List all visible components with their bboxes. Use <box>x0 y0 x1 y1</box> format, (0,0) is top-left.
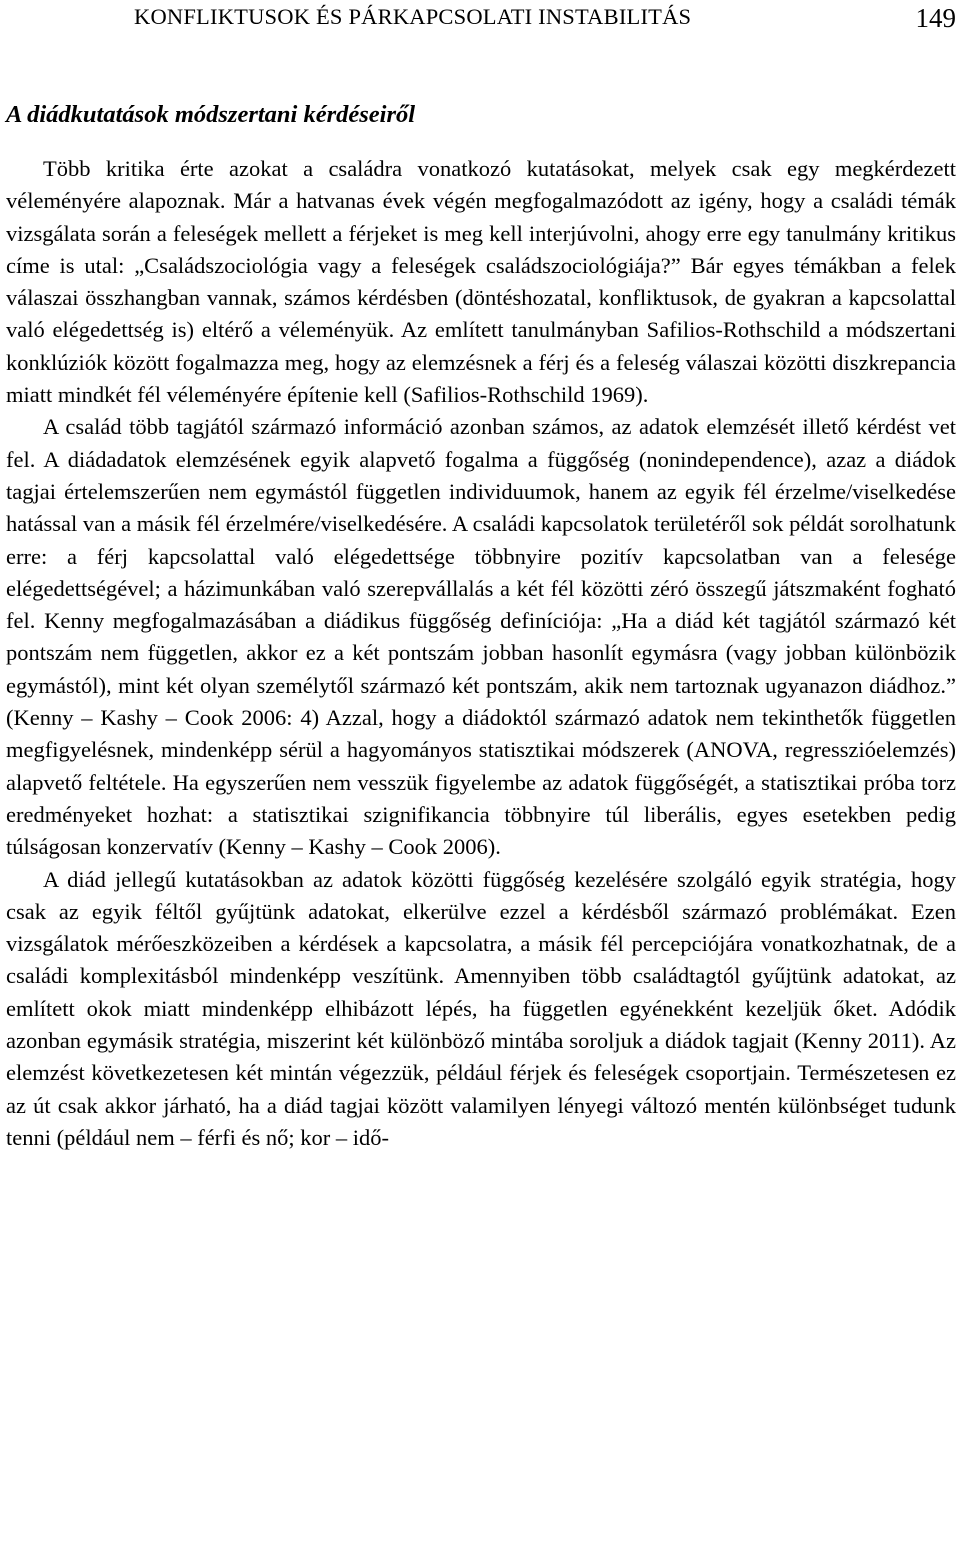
paragraph-1: Több kritika érte azokat a családra vonatkozó kutatásokat, melyek csak egy megkérdezett véleményére alapoznak. Már a hatvanas évek végén megfogalmazódott az igény, hogy a családi témák vizsgálata során a feleségek mellett a férjeket is meg kell interjúvolni, ahogy erre egy tanulmány kritikus címe is utal: „Családszociológia vagy a feleségek családszociológiája?” Bár egyes témákban a felek válaszai összhangban vannak, számos kérdésben (döntéshozatal, konfliktusok, de gyakran a kapcsolattal való elégedettség is) eltérő a véleményük. Az említett tanulmányban Safilios-Rothschild a módszertani konklúziók között fogalmazza meg, hogy az elemzésnek a férj és a feleség válaszai közötti diszkrepancia miatt mindkét fél véleményére építenie kell (Safilios-Rothschild 1969). <box>6 156 956 408</box>
running-header <box>6 0 956 40</box>
running-title: KONFLIKTUSOK ÉS PÁRKAPCSOLATI INSTABILITÁS <box>134 4 692 29</box>
paragraph-3: A diád jellegű kutatásokban az adatok közötti függőség kezelésére szolgáló egyik stratégia, hogy csak az egyik féltől gyűjtünk adatokat, elkerülve ezzel a kérdésből származó problémákat. Ezen vizsgálatok mérőeszközeiben a kérdések a kapcsolatra, a másik fél percepciójára vonatkozhatnak, de a családi komplexitásból mindenképp veszítünk. Amennyiben több családtagtól gyűjtünk adatokat, az említett okok miatt mindenképp elhibázott lépés, ha független egyénekként kezeljük őket. Adódik azonban egymásik stratégia, miszerint két különböző mintába soroljuk a diádok tagjait (Kenny 2011). Az elemzést következetesen két mintán végezzük, például férjek és feleségek csoportjain. Természetesen ez az út csak akkor járható, ha a diád tagjai között valamilyen lényegi változó mentén különbséget tudunk tenni (például nem – férfi és nő; kor – idő- <box>6 866 956 1150</box>
section-heading: A diádkutatások módszertani kérdéseiről <box>6 101 416 128</box>
page-number: 149 <box>915 3 956 33</box>
paragraph-2: A család több tagjától származó információ azonban számos, az adatok elemzését illető kérdést vet fel. A diádadatok elemzésének egyik alapvető fogalma a függőség (nonindependence), azaz a diádok tagjai értelemszerűen nem egymástól független individuumok, hanem az egyik fél érzelme/viselkedése hatással van a másik fél érzelmére/viselkedésére. A családi kapcsolatok területéről sok példát sorolhatunk erre: a férj kapcsolattal való elégedettsége többnyire pozitív kapcsolatban van a felesége elégedettségével; a házimunkában való szerepvállalás a két fél közötti zéró összegű játszmaként fogható fel. Kenny megfogalmazásában a diádikus függőség definíciója: „Ha a diád két tagjától származó két pontszám nem független, akkor ez a két pontszám jobban hasonlít egymásra (vagy jobban különbözik egymástól), mint két olyan személytől származó két pontszám, akik nem tartoznak ugyanazon diádhoz.” (Kenny – Kashy – Cook 2006: 4) Azzal, hogy a diádoktól származó adatok nem tekinthetők független megfigyelésnek, mindenképp sérül a hagyományos statisztikai módszerek (ANOVA, regresszióelemzés) alapvető feltétele. Ha egyszerűen nem vesszük figyelembe az adatok függőségét, a statisztikai próba torz eredményeket hozhat: a statisztikai szignifikancia többnyire túl liberális, egyes esetekben pedig túlságosan konzervatív (Kenny – Kashy – Cook 2006). <box>6 414 956 860</box>
body-text <box>6 153 956 1154</box>
document-page <box>6 0 956 1154</box>
